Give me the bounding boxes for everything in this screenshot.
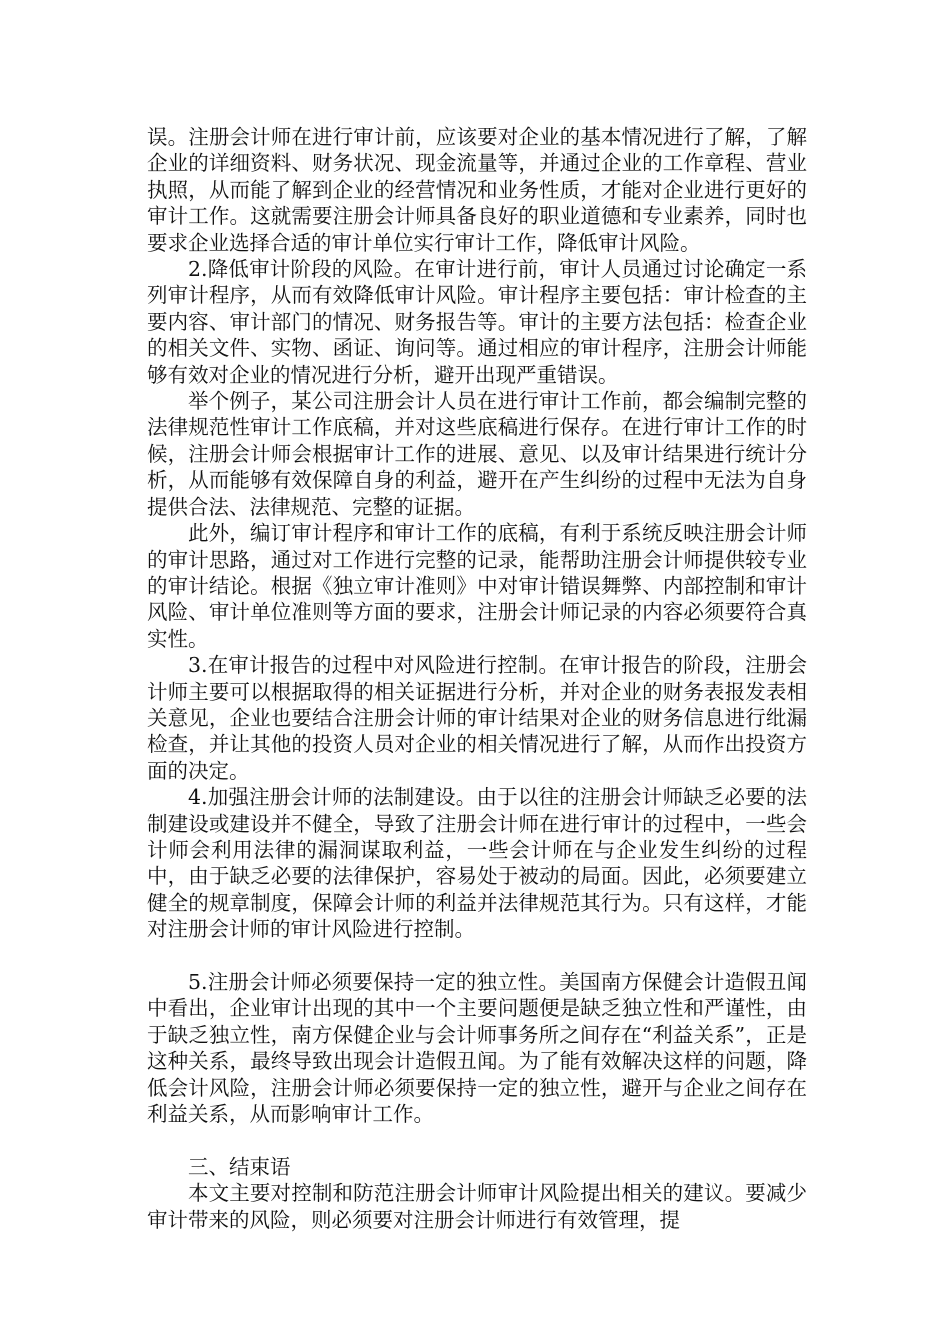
paragraph-example: 举个例子，某公司注册会计人员在进行审计工作前，都会编制完整的法律规范性审计工作底稿，并对这些底稿进行保存。在进行审计工作的时候，注册会计师会根据审计工作的进展、意见、以及审计结果进行统计分析，从而能够有效保障自身的利益，避开在产生纠纷的过程中无法为自身提供合法、法律规范、完整的证据。 (147, 389, 807, 519)
paragraph-conclusion: 本文主要对控制和防范注册会计师审计风险提出相关的建议。要减少审计带来的风险，则必须要对注册会计师进行有效管理，提 (147, 1181, 807, 1232)
paragraph-independence: 5.注册会计师必须要保持一定的独立性。美国南方保健会计造假丑闻中看出，企业审计出现的其中一个主要问题便是缺乏独立性和严谨性，由于缺乏独立性，南方保健企业与会计师事务所之间存在“利益关系”，正是这种关系，最终导致出现会计造假丑闻。为了能有效解决这样的问题，降低会计风险，注册会计师必须要保持一定的独立性，避开与企业之间存在利益关系，从而影响审计工作。 (147, 969, 807, 1127)
paragraph-audit-stage-risk: 2.降低审计阶段的风险。在审计进行前，审计人员通过讨论确定一系列审计程序，从而有效降低审计风险。审计程序主要包括：审计检查的主要内容、审计部门的情况、财务报告等。审计的主要方法包括：检查企业的相关文件、实物、函证、询问等。通过相应的审计程序，注册会计师能够有效对企业的情况进行分析，避开出现严重错误。 (147, 257, 807, 387)
paragraph-working-papers: 此外，编订审计程序和审计工作的底稿，有利于系统反映注册会计师的审计思路，通过对工作进行完整的记录，能帮助注册会计师提供较专业的审计结论。根据《独立审计准则》中对审计错误舞弊、内部控制和审计风险、审计单位准则等方面的要求，注册会计师记录的内容必须要符合真实性。 (147, 521, 807, 651)
document-body (147, 124, 807, 1233)
section-heading-conclusion: 三、结束语 (188, 1154, 291, 1179)
paragraph-legal-construction: 4.加强注册会计师的法制建设。由于以往的注册会计师缺乏必要的法制建设或建设并不健全，导致了注册会计师在进行审计的过程中，一些会计师会利用法律的漏洞谋取利益，一些会计师在与企业发生纠纷的过程中，由于缺乏必要的法律保护，容易处于被动的局面。因此，必须要建立健全的规章制度，保障会计师的利益并法律规范其行为。只有这样，才能对注册会计师的审计风险进行控制。 (147, 785, 807, 942)
blank-line (147, 943, 807, 969)
paragraph-audit-report-risk: 3.在审计报告的过程中对风险进行控制。在审计报告的阶段，注册会计师主要可以根据取得的相关证据进行分析，并对企业的财务表报发表相关意见，企业也要结合注册会计师的审计结果对企业的财务信息进行纰漏检查，并让其他的投资人员对企业的相关情况进行了解，从而作出投资方面的决定。 (147, 653, 807, 783)
blank-line (147, 1127, 807, 1153)
paragraph-continuation: 误。注册会计师在进行审计前，应该要对企业的基本情况进行了解，了解企业的详细资料、财务状况、现金流量等，并通过企业的工作章程、营业执照，从而能了解到企业的经营情况和业务性质，才能对企业进行更好的审计工作。这就需要注册会计师具备良好的职业道德和专业素养，同时也要求企业选择合适的审计单位实行审计工作，降低审计风险。 (147, 125, 807, 255)
